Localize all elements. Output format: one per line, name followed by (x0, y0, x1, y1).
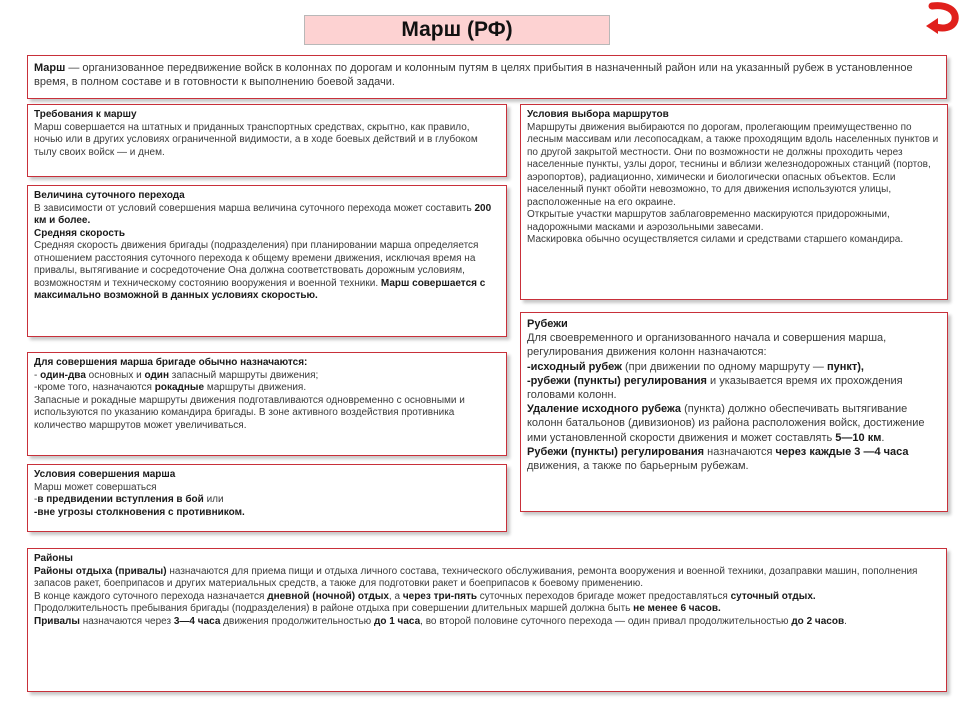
regions-duration-value: не менее 6 часов. (633, 603, 721, 614)
lines-distance-end: . (881, 431, 885, 444)
regions-halts-mid-2: движения продолжительностью (220, 615, 374, 627)
lines-heading: Рубежи (527, 318, 568, 330)
requirements-heading: Требования к маршу (34, 109, 137, 120)
regions-halts-term: Привалы (34, 615, 80, 627)
regions-duration-text: Продолжительность пребывания бригады (подразделения) в районе отдыха при совершении длительных маршей должна быть (34, 603, 634, 614)
definition-box (27, 55, 947, 99)
daily-march-heading: Величина суточного перехода (34, 190, 185, 201)
lines-start-term: -исходный рубеж (527, 360, 622, 373)
regions-day-night-rest: дневной (ночной) отдых (267, 590, 389, 602)
routes-count: один-два (40, 369, 86, 381)
requirements-box (27, 104, 507, 177)
regions-halts-interval: 3—4 часа (173, 615, 221, 627)
lines-box (520, 312, 948, 512)
page-title: Марш (РФ) (304, 15, 610, 45)
routes-line-2-end: маршруты движения. (204, 382, 307, 393)
lines-distance-term: Удаление исходного рубежа (527, 403, 682, 416)
lines-interval-term: Рубежи (пункты) регулирования (527, 445, 705, 458)
routes-line-1-end: запасный маршруты движения; (169, 369, 319, 381)
regions-box (27, 548, 947, 692)
daily-march-text: В зависимости от условий совершения марша величина суточного перехода может составить (34, 202, 475, 214)
routes-text: Запасные и рокадные маршруты движения подготавливаются одновременно с основными и используются по указанию командира бригады. В зоне активного воздействия противника количество маршрутов может увеличиваться. (34, 394, 465, 431)
definition-text: — организованное передвижение войск в колоннах по дорогам и колонным путям в целях прибытия в назначенный район или на указанный рубеж в установленное время, в полном составе и в готовности к выполнению боевой задачи. (34, 62, 913, 88)
regions-rest-term: Районы отдыха (привалы) (34, 565, 167, 577)
routes-line-2-prefix: -кроме того, назначаются (34, 382, 155, 393)
routes-lateral: рокадные (154, 382, 205, 393)
lines-distance-value: 5—10 км (835, 431, 882, 444)
routes-reserve-count: один (144, 369, 169, 381)
lines-regulation-term: -рубежи (пункты) регулирования (527, 374, 707, 387)
definition-term: Марш (34, 62, 66, 74)
return-arrow-icon[interactable] (924, 0, 960, 36)
daily-march-value: 200 км и более. (34, 202, 492, 226)
average-speed-text: Средняя скорость движения бригады (подразделения) при планировании марша определяется отношением расстояния суточного перехода к общему времени движения, исключая время на привалы, вытягивание и сосредоточение Она должна соответствовать дорожным условиям, возможностям и техническому состоянию вооружения и военной техники. (34, 240, 479, 289)
requirements-text: Марш совершается на штатных и приданных транспортных средствах, скрытно, как правило, ночью или в других условиях ограниченной видимости, а в ходе боевых действий и в глубоком тылу своих войск — и днем. (34, 121, 478, 158)
regions-daily-mid: , а (388, 590, 403, 602)
routes-heading: Для совершения марша бригаде обычно назначаются: (34, 357, 308, 368)
average-speed-heading: Средняя скорость (34, 227, 125, 239)
daily-march-box (27, 185, 507, 337)
lines-distance-text: (пункта) должно обеспечивать вытягивание колонн батальонов (дивизионов) из района расположения войск, достижение ими установленной скорости движения и может составлять (527, 403, 925, 444)
lines-start-point: пункт), (826, 360, 864, 373)
route-selection-box (520, 104, 948, 300)
regions-halts-mid: назначаются через (79, 615, 174, 627)
lines-interval-value: через каждые 3 —4 часа (775, 445, 909, 458)
lines-intro: Для своевременного и организованного начала и совершения марша, регулирования движения колонн назначаются: (527, 332, 887, 359)
lines-interval-end: движения, а также по барьерным рубежам. (527, 460, 749, 473)
march-conditions-item-1-end: или (203, 494, 224, 505)
regions-daily-mid-2: суточных переходов бригаде может предоставляться (477, 590, 731, 602)
march-conditions-text: Марш может совершаться (34, 481, 157, 493)
regions-halts-duration: до 1 часа (373, 615, 421, 627)
regions-halts-long-duration: до 2 часов (791, 615, 845, 627)
regions-heading: Районы (34, 553, 73, 564)
march-conditions-item-2: -вне угрозы столкновения с противником. (34, 506, 245, 518)
march-conditions-item-1-prefix: - (34, 494, 38, 505)
lines-interval-text: назначаются (704, 445, 776, 458)
route-selection-heading: Условия выбора маршрутов (527, 109, 669, 120)
lines-regulation-text: и указывается время их прохождения головами колонн. (527, 374, 903, 402)
regions-three-five: через три-пять (402, 590, 478, 602)
regions-daily-rest: суточный отдых. (730, 590, 816, 602)
regions-halts-end: . (844, 615, 847, 627)
regions-rest-text: назначаются для приема пищи и отдыха личного состава, технического обслуживания, ремонта вооружения и военной техники, дозаправки машин, пополнения запасов ракет, боеприпасов и других материальных средств, а также для подготовки ракет и боеприпасов к боевому применению. (34, 565, 918, 589)
routes-box (27, 352, 507, 456)
regions-halts-mid-3: , во второй половине суточного перехода — один привал продолжительностью (420, 615, 792, 627)
average-speed-emphasis: Марш совершается с максимально возможной в данных условиях скоростью. (34, 277, 486, 301)
march-conditions-heading: Условия совершения марша (34, 469, 176, 480)
march-conditions-item-1: в предвидении вступления в бой (37, 494, 204, 505)
route-selection-text-3: Маскировка обычно осуществляется силами и средствами старшего командира. (527, 234, 904, 245)
regions-daily-prefix: В конце каждого суточного перехода назначается (34, 590, 268, 602)
march-conditions-box (27, 464, 507, 532)
routes-line-1-mid: основных и (85, 369, 145, 381)
route-selection-text-1: Маршруты движения выбираются по дорогам, пролегающим преимущественно по лесным массивам или лесопосадкам, а также проходящим вдоль населенных пунктов и по другой закрытой местности. Они по возможности не должны проходить через населенные пункты, узлы дорог, теснины и вблизи железнодорожных станций (портов, аэропортов), радиационно, химически и биологически опасных объектов. Если населенный пункт обойти невозможно, то для движения используются улицы, расположенные на его окраине. (527, 121, 939, 208)
lines-start-text: (при движении по одному маршруту — (621, 360, 827, 373)
routes-line-1-prefix: - (34, 369, 41, 381)
route-selection-text-2: Открытые участки маршрутов заблаговременно маскируются придорожными, надорожными масками и аэрозольными завесами. (527, 209, 890, 233)
